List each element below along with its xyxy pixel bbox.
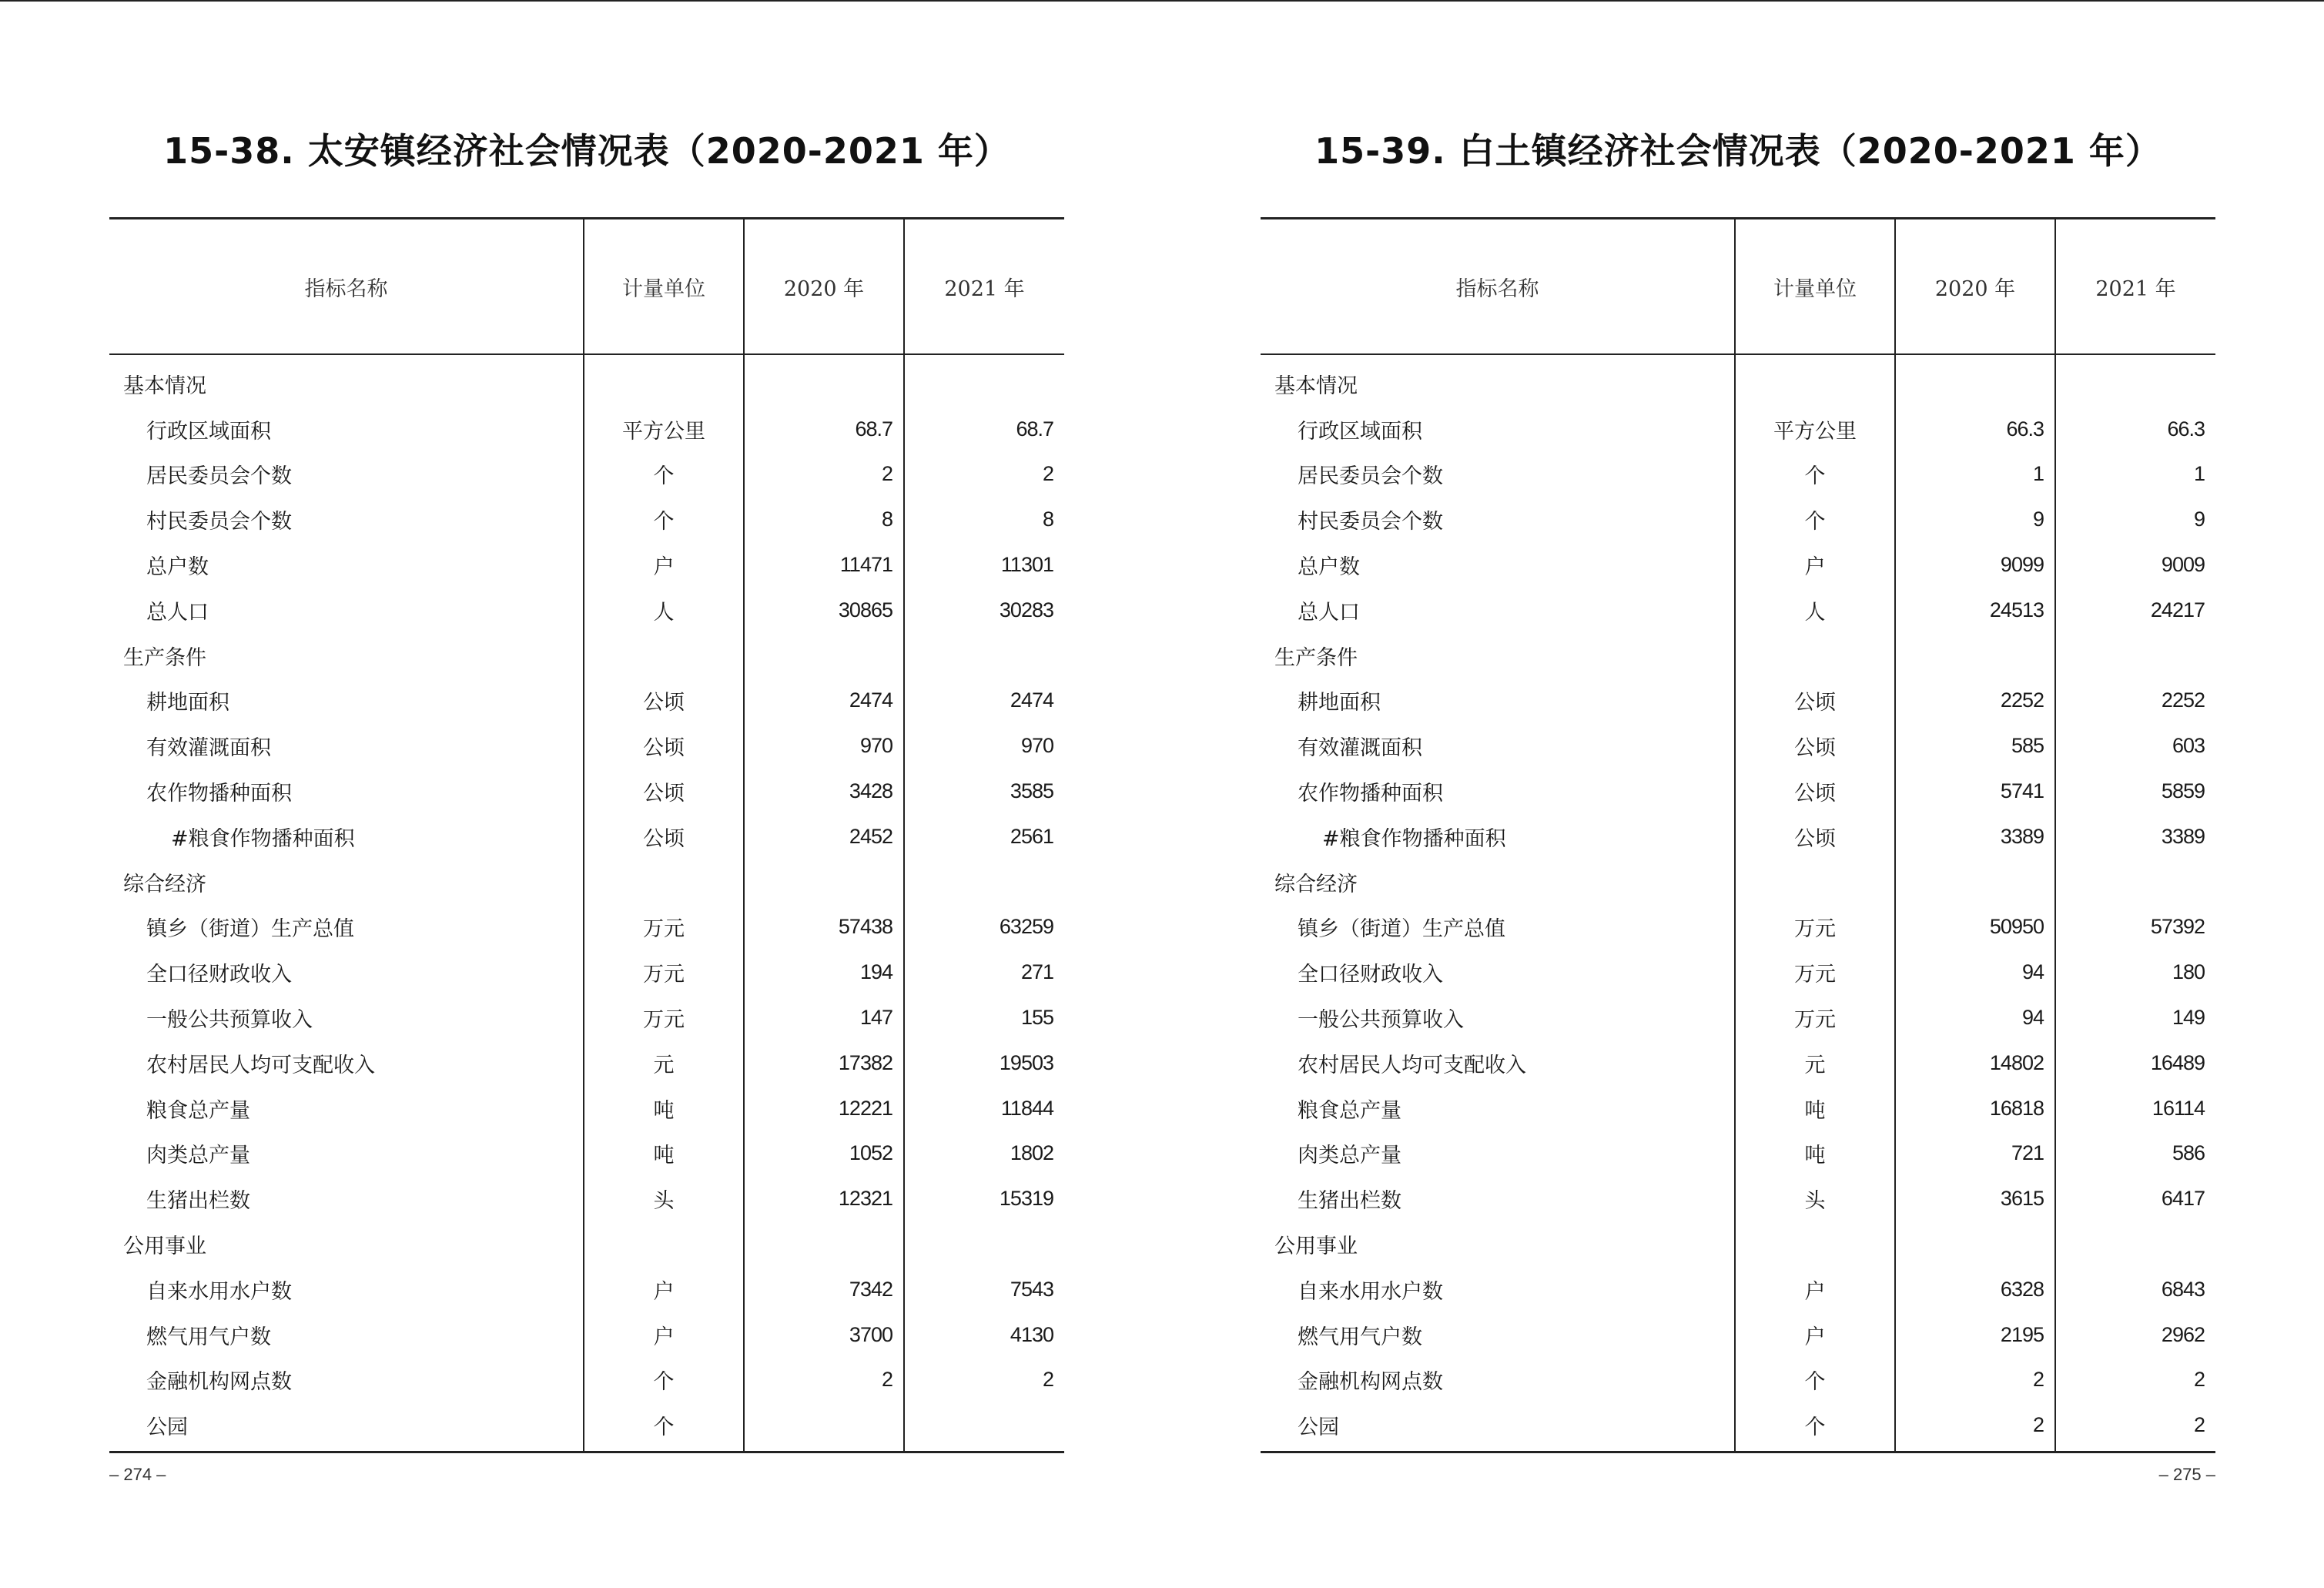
indicator-name-cell: 有效灌溉面积 [1298,736,1422,761]
unit-cell: 人 [584,588,744,633]
indicator-name-cell: 农村居民人均可支配收入 [146,1053,375,1077]
unit-cell [1735,354,1895,407]
indicator-name-cell: 自来水用水户数 [146,1279,292,1304]
value-2020-cell: 970 [744,723,904,769]
unit-cell: 万元 [1735,905,1895,950]
table-row [1261,1040,2215,1086]
unit-cell: 户 [584,542,744,588]
indicator-name-cell: 居民委员会个数 [146,464,292,489]
indicator-name-cell: 燃气用气户数 [146,1325,271,1349]
unit-cell: 吨 [1735,1086,1895,1131]
table-row [1261,1402,2215,1452]
unit-cell: 公顷 [1735,723,1895,769]
indicator-name-cell: 肉类总产量 [146,1144,250,1168]
value-2020-cell: 68.7 [744,407,904,452]
table-row [1261,1131,2215,1177]
value-2020-cell [1895,1221,2055,1267]
value-2021-cell: 2 [2055,1402,2215,1452]
indicator-name-cell: 农作物播种面积 [1298,782,1443,806]
value-2020-cell: 2474 [744,678,904,724]
value-2021-cell: 2474 [904,678,1064,724]
indicator-name-cell: 耕地面积 [146,691,229,715]
table-row [1261,723,2215,769]
value-2021-cell: 2252 [2055,678,2215,724]
indicator-name-cell: #粮食作物播种面积 [171,826,355,851]
unit-cell: 吨 [1735,1131,1895,1177]
table-row [109,814,1064,859]
indicator-name-cell: 一般公共预算收入 [1298,1008,1464,1033]
table-row [1261,1312,2215,1358]
value-2021-cell: 68.7 [904,407,1064,452]
header-indicator-name: 指标名称 [109,219,584,355]
page-title: 15-39. 白土镇经济社会情况表（2020-2021 年） [1314,130,2162,172]
value-2020-cell [1895,633,2055,678]
value-2021-cell: 15319 [904,1176,1064,1221]
unit-cell: 户 [584,1312,744,1358]
indicator-name-cell: #粮食作物播种面积 [1322,826,1506,851]
unit-cell: 户 [1735,1267,1895,1312]
value-2021-cell: 6843 [2055,1267,2215,1312]
value-2021-cell [904,859,1064,905]
page-number: – 274 – [109,1465,166,1484]
value-2020-cell: 14802 [1895,1040,2055,1086]
value-2020-cell: 94 [1895,950,2055,995]
value-2020-cell: 66.3 [1895,407,2055,452]
table-section-row [109,1221,1064,1267]
value-2021-cell: 16114 [2055,1086,2215,1131]
table-row [109,1086,1064,1131]
table-body [109,354,1064,1452]
table-row [109,1402,1064,1452]
value-2021-cell: 5859 [2055,769,2215,814]
value-2021-cell: 7543 [904,1267,1064,1312]
unit-cell [1735,633,1895,678]
header-unit: 计量单位 [1735,219,1895,355]
indicator-name-cell: 村民委员会个数 [146,510,292,534]
unit-cell: 万元 [584,995,744,1040]
indicator-name-cell: 基本情况 [123,374,206,398]
table-row [109,1312,1064,1358]
table-row [1261,814,2215,859]
unit-cell: 户 [1735,542,1895,588]
value-2020-cell: 8 [744,497,904,542]
value-2020-cell: 7342 [744,1267,904,1312]
value-2021-cell [2055,354,2215,407]
value-2020-cell [744,354,904,407]
unit-cell [584,633,744,678]
value-2021-cell: 24217 [2055,588,2215,633]
unit-cell [584,859,744,905]
unit-cell: 公顷 [584,769,744,814]
indicator-name-cell: 生猪出栏数 [1298,1189,1401,1214]
header-indicator-name: 指标名称 [1261,219,1735,355]
value-2021-cell: 1 [2055,452,2215,498]
unit-cell: 平方公里 [1735,407,1895,452]
table-section-row [109,633,1064,678]
indicator-name-cell: 总人口 [1298,600,1360,625]
indicator-name-cell: 总户数 [1298,555,1360,580]
indicator-name-cell: 镇乡（街道）生产总值 [146,917,354,942]
table-header-row [109,219,1064,355]
table-row [109,1131,1064,1177]
unit-cell [584,354,744,407]
value-2020-cell [1895,354,2055,407]
value-2021-cell [904,1221,1064,1267]
indicator-name-cell: 肉类总产量 [1298,1144,1401,1168]
table-row [1261,407,2215,452]
table-row [109,1176,1064,1221]
table-row [109,407,1064,452]
unit-cell: 个 [1735,452,1895,498]
unit-cell: 人 [1735,588,1895,633]
unit-cell: 户 [1735,1312,1895,1358]
value-2020-cell: 585 [1895,723,2055,769]
value-2020-cell: 12221 [744,1086,904,1131]
value-2020-cell: 30865 [744,588,904,633]
table-body [1261,354,2215,1452]
value-2020-cell: 9099 [1895,542,2055,588]
indicator-name-cell: 一般公共预算收入 [146,1008,313,1033]
indicator-name-cell: 金融机构网点数 [146,1370,292,1395]
statistics-table [1261,217,2215,1453]
value-2021-cell: 63259 [904,905,1064,950]
unit-cell: 公顷 [1735,678,1895,724]
indicator-name-cell: 全口径财政收入 [1298,963,1443,987]
value-2021-cell: 180 [2055,950,2215,995]
value-2021-cell: 30283 [904,588,1064,633]
unit-cell: 公顷 [584,723,744,769]
value-2021-cell: 155 [904,995,1064,1040]
unit-cell: 万元 [584,905,744,950]
table-row [109,769,1064,814]
value-2020-cell: 11471 [744,542,904,588]
unit-cell: 头 [584,1176,744,1221]
value-2020-cell: 57438 [744,905,904,950]
value-2020-cell: 24513 [1895,588,2055,633]
table-row [1261,452,2215,498]
indicator-name-cell: 粮食总产量 [146,1098,250,1123]
value-2020-cell: 194 [744,950,904,995]
unit-cell [1735,1221,1895,1267]
unit-cell: 头 [1735,1176,1895,1221]
header-year-2021: 2021 年 [904,219,1064,355]
table-section-row [1261,1221,2215,1267]
statistics-table [109,217,1064,1453]
unit-cell: 公顷 [1735,814,1895,859]
indicator-name-cell: 总人口 [146,600,209,625]
indicator-name-cell: 综合经济 [123,872,206,896]
value-2020-cell [1895,859,2055,905]
table-section-row [109,859,1064,905]
value-2021-cell: 149 [2055,995,2215,1040]
table-row [1261,1358,2215,1403]
value-2020-cell: 6328 [1895,1267,2055,1312]
unit-cell: 公顷 [584,678,744,724]
right-page [1261,0,2215,1588]
value-2020-cell [744,1402,904,1452]
indicator-name-cell: 公园 [146,1415,188,1440]
unit-cell [584,1221,744,1267]
page-title: 15-38. 太安镇经济社会情况表（2020-2021 年） [163,130,1010,172]
value-2021-cell: 11844 [904,1086,1064,1131]
table-row [1261,1086,2215,1131]
unit-cell: 元 [584,1040,744,1086]
value-2020-cell: 94 [1895,995,2055,1040]
table-row [109,1040,1064,1086]
indicator-name-cell: 公园 [1298,1415,1339,1440]
table-row [109,950,1064,995]
unit-cell: 吨 [584,1086,744,1131]
value-2020-cell: 3615 [1895,1176,2055,1221]
indicator-name-cell: 生产条件 [1274,645,1358,670]
indicator-name-cell: 生猪出栏数 [146,1189,250,1214]
value-2021-cell: 9009 [2055,542,2215,588]
table-row [109,452,1064,498]
value-2021-cell: 2 [904,1358,1064,1403]
table-row [109,723,1064,769]
value-2021-cell: 57392 [2055,905,2215,950]
table-row [109,497,1064,542]
indicator-name-cell: 全口径财政收入 [146,963,292,987]
value-2021-cell: 19503 [904,1040,1064,1086]
unit-cell [1735,859,1895,905]
value-2021-cell: 8 [904,497,1064,542]
value-2020-cell: 2 [744,452,904,498]
table-row [1261,995,2215,1040]
unit-cell: 平方公里 [584,407,744,452]
unit-cell: 万元 [1735,995,1895,1040]
table-row [1261,497,2215,542]
indicator-name-cell: 粮食总产量 [1298,1098,1401,1123]
indicator-name-cell: 综合经济 [1274,872,1358,896]
unit-cell: 个 [584,452,744,498]
unit-cell: 吨 [584,1131,744,1177]
page-number: – 275 – [2158,1465,2215,1484]
value-2020-cell: 5741 [1895,769,2055,814]
table-row [1261,588,2215,633]
indicator-name-cell: 自来水用水户数 [1298,1279,1443,1304]
indicator-name-cell: 公用事业 [1274,1235,1358,1259]
indicator-name-cell: 金融机构网点数 [1298,1370,1443,1395]
value-2020-cell: 17382 [744,1040,904,1086]
value-2021-cell: 586 [2055,1131,2215,1177]
table-section-row [109,354,1064,407]
value-2021-cell: 271 [904,950,1064,995]
table-row [109,1267,1064,1312]
value-2020-cell: 2 [1895,1402,2055,1452]
indicator-name-cell: 有效灌溉面积 [146,736,271,761]
unit-cell: 个 [1735,1358,1895,1403]
indicator-name-cell: 村民委员会个数 [1298,510,1443,534]
indicator-name-cell: 燃气用气户数 [1298,1325,1422,1349]
unit-cell: 个 [1735,1402,1895,1452]
unit-cell: 元 [1735,1040,1895,1086]
indicator-name-cell: 基本情况 [1274,374,1358,398]
indicator-name-cell: 居民委员会个数 [1298,464,1443,489]
value-2021-cell: 16489 [2055,1040,2215,1086]
value-2020-cell: 147 [744,995,904,1040]
table-row [109,542,1064,588]
unit-cell: 个 [584,1402,744,1452]
value-2020-cell: 1 [1895,452,2055,498]
value-2021-cell: 66.3 [2055,407,2215,452]
value-2020-cell: 1052 [744,1131,904,1177]
value-2021-cell: 1802 [904,1131,1064,1177]
value-2020-cell: 50950 [1895,905,2055,950]
value-2021-cell: 3389 [2055,814,2215,859]
value-2021-cell: 3585 [904,769,1064,814]
table-row [109,905,1064,950]
table-row [1261,1176,2215,1221]
table-row [1261,678,2215,724]
indicator-name-cell: 行政区域面积 [1298,419,1422,444]
value-2021-cell: 2561 [904,814,1064,859]
value-2020-cell: 12321 [744,1176,904,1221]
value-2020-cell: 2452 [744,814,904,859]
value-2020-cell: 2195 [1895,1312,2055,1358]
indicator-name-cell: 总户数 [146,555,209,580]
value-2021-cell: 9 [2055,497,2215,542]
value-2021-cell: 2 [904,452,1064,498]
value-2020-cell [744,1221,904,1267]
table-row [1261,950,2215,995]
header-year-2020: 2020 年 [1895,219,2055,355]
value-2021-cell: 2962 [2055,1312,2215,1358]
value-2020-cell: 16818 [1895,1086,2055,1131]
indicator-name-cell: 生产条件 [123,645,206,670]
value-2021-cell: 6417 [2055,1176,2215,1221]
value-2020-cell [744,859,904,905]
value-2020-cell: 3428 [744,769,904,814]
value-2021-cell: 4130 [904,1312,1064,1358]
header-year-2021: 2021 年 [2055,219,2215,355]
table-section-row [1261,633,2215,678]
header-unit: 计量单位 [584,219,744,355]
value-2021-cell [2055,859,2215,905]
value-2020-cell [744,633,904,678]
table-row [109,1358,1064,1403]
left-page [109,0,1064,1588]
unit-cell: 万元 [1735,950,1895,995]
indicator-name-cell: 农作物播种面积 [146,782,292,806]
value-2020-cell: 3700 [744,1312,904,1358]
value-2021-cell [904,1402,1064,1452]
indicator-name-cell: 行政区域面积 [146,419,271,444]
value-2020-cell: 2252 [1895,678,2055,724]
table-row [109,588,1064,633]
table-row [1261,905,2215,950]
indicator-name-cell: 镇乡（街道）生产总值 [1298,917,1505,942]
value-2020-cell: 9 [1895,497,2055,542]
unit-cell: 个 [1735,497,1895,542]
value-2021-cell: 970 [904,723,1064,769]
unit-cell: 公顷 [584,814,744,859]
unit-cell: 万元 [584,950,744,995]
value-2020-cell: 721 [1895,1131,2055,1177]
value-2021-cell [2055,1221,2215,1267]
indicator-name-cell: 农村居民人均可支配收入 [1298,1053,1526,1077]
table-row [109,678,1064,724]
value-2020-cell: 3389 [1895,814,2055,859]
value-2021-cell [2055,633,2215,678]
value-2021-cell: 11301 [904,542,1064,588]
indicator-name-cell: 耕地面积 [1298,691,1381,715]
table-row [1261,542,2215,588]
value-2021-cell: 2 [2055,1358,2215,1403]
table-section-row [1261,354,2215,407]
unit-cell: 个 [584,1358,744,1403]
unit-cell: 公顷 [1735,769,1895,814]
table-section-row [1261,859,2215,905]
unit-cell: 个 [584,497,744,542]
value-2020-cell: 2 [1895,1358,2055,1403]
table-row [1261,769,2215,814]
table-row [109,995,1064,1040]
value-2021-cell [904,354,1064,407]
value-2021-cell: 603 [2055,723,2215,769]
indicator-name-cell: 公用事业 [123,1235,206,1259]
unit-cell: 户 [584,1267,744,1312]
value-2020-cell: 2 [744,1358,904,1403]
table-header-row [1261,219,2215,355]
header-year-2020: 2020 年 [744,219,904,355]
value-2021-cell [904,633,1064,678]
table-row [1261,1267,2215,1312]
